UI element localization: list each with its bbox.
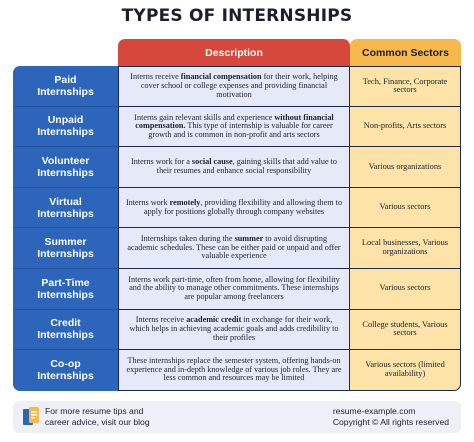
description-segment: Interns work for a (130, 157, 192, 167)
internship-type-line: Paid (54, 73, 77, 86)
header-blank (13, 39, 118, 66)
common-sectors: Various sectors (350, 269, 461, 310)
internship-type-line: Internships (37, 166, 94, 179)
internship-type-line: Internships (37, 329, 94, 342)
description-text (125, 316, 343, 342)
internship-type (13, 107, 118, 148)
common-sectors: Various organizations (350, 147, 461, 188)
description-segment: , gaining skills that add value to their resumes and enhance social responsibility (156, 157, 338, 175)
description-text (125, 158, 343, 175)
resume-logo-icon (23, 407, 41, 427)
internship-description (118, 188, 350, 229)
description-segment: in exchange for their work, which helps in achieving academic goals and adds credibility to their profiles (129, 315, 339, 342)
internship-description (118, 147, 350, 188)
footer (13, 401, 461, 433)
internship-type (13, 147, 118, 188)
description-emphasis: without financial compensation. (135, 112, 334, 131)
description-segment: Interns work (125, 197, 170, 207)
internship-type-label (37, 317, 94, 341)
internship-type-label (37, 277, 94, 301)
internship-type-line: Unpaid (47, 114, 84, 127)
internship-type-label (37, 155, 94, 179)
description-segment: for their work, helping cover school or college expenses and providing financial motivation (140, 72, 338, 99)
internship-description (118, 66, 350, 107)
internship-type (13, 350, 118, 391)
internship-type-line: Internships (37, 288, 94, 301)
internship-type-line: Internships (37, 248, 94, 261)
internship-type-line: Co-op (50, 358, 81, 371)
internship-type-line: Virtual (49, 195, 82, 208)
footer-copyright (333, 406, 449, 428)
page-title: TYPES OF INTERNSHIPS (121, 6, 353, 26)
description-text (125, 199, 343, 216)
footer-blog-text (45, 406, 205, 428)
common-sectors: Various sectors (limited availability) (350, 350, 461, 391)
description-text (125, 357, 343, 383)
description-segment: Interns receive (130, 72, 181, 82)
internship-type-line: Internships (37, 370, 94, 383)
header-description: Description (118, 39, 350, 66)
internship-description (118, 107, 350, 148)
internship-type-label (37, 236, 94, 260)
description-emphasis: social cause (191, 157, 233, 167)
internship-type-line: Volunteer (41, 154, 90, 167)
footer-website[interactable]: resume-example.com (332, 406, 416, 416)
common-sectors: Tech, Finance, Corporate sectors (350, 66, 461, 107)
internship-type (13, 66, 118, 107)
internship-description (118, 228, 350, 269)
common-sectors: Non-profits, Arts sectors (350, 107, 461, 148)
description-segment: These internships replace the semester system, offering hands-on experience and in-depth knowledge of various job roles. They are less common and resources may be limited (126, 356, 342, 383)
description-segment: Interns receive (135, 315, 187, 325)
footer-blog-line: For more resume tips and (45, 406, 144, 416)
common-sectors: Local businesses, Various organizations (350, 228, 461, 269)
internship-type-line: Internships (37, 126, 94, 139)
common-sectors: Various sectors (350, 188, 461, 229)
description-text (125, 276, 343, 302)
description-segment: Interns work part-time, often from home, allowing for flexibility and the ability to manage other commitments. These internships are popular among freelancers (128, 274, 340, 302)
description-emphasis: academic credit (186, 315, 242, 325)
internship-type-label (37, 74, 94, 98)
internship-description (118, 310, 350, 351)
description-segment: to avoid disrupting academic schedules. These can be either paid or unpaid and offer valuable experience (127, 234, 341, 261)
internship-type-line: Internships (37, 85, 94, 98)
description-text (125, 114, 343, 140)
internship-type-line: Internships (37, 207, 94, 220)
description-segment: , providing flexibility and allowing them to apply for positions globally through company websites (143, 197, 343, 216)
internship-type (13, 269, 118, 310)
internship-type (13, 228, 118, 269)
internship-type (13, 188, 118, 229)
description-segment: This type of internship is valuable for career growth and is common in non-profit and arts sectors (148, 121, 333, 139)
description-emphasis: summer (234, 234, 264, 244)
description-emphasis: financial compensation (180, 72, 262, 82)
internship-type-label (37, 114, 94, 138)
internship-type-line: Credit (50, 317, 81, 330)
description-emphasis: remotely (169, 197, 201, 207)
internship-description (118, 269, 350, 310)
description-text (125, 73, 343, 99)
internship-type-label (37, 196, 94, 220)
internship-type-label (37, 358, 94, 382)
description-segment: Interns gain relevant skills and experience (134, 112, 275, 122)
header-common-sectors: Common Sectors (350, 39, 461, 66)
description-segment: Internships taken during the (140, 234, 235, 244)
common-sectors: College students, Various sectors (350, 310, 461, 351)
footer-blog-line: career advice, visit our blog (45, 417, 150, 427)
internship-type (13, 310, 118, 351)
internship-type-line: Summer (44, 236, 87, 249)
internship-table (13, 39, 461, 391)
internship-description (118, 350, 350, 391)
footer-copyright-line: Copyright © All rights reserved (332, 417, 449, 427)
description-text (125, 235, 343, 261)
internship-type-line: Part-Time (41, 276, 90, 289)
